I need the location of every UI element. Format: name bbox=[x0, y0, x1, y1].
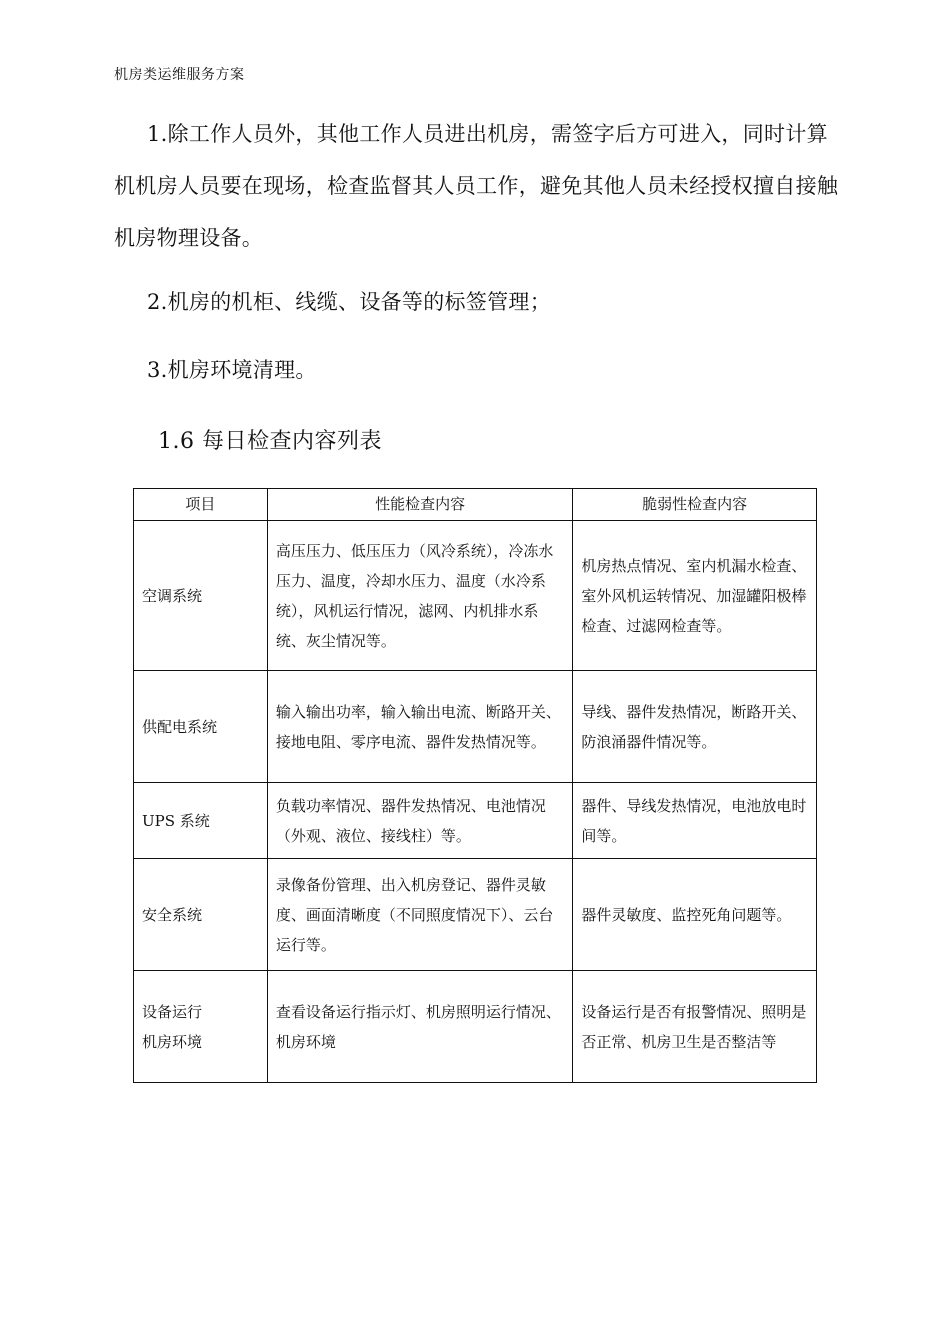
table-row bbox=[134, 783, 817, 859]
table-header-row bbox=[134, 489, 817, 521]
row-performance: 查看设备运行指示灯、机房照明运行情况、机房环境 bbox=[267, 971, 573, 1083]
table-row bbox=[134, 971, 817, 1083]
running-header: 机房类运维服务方案 bbox=[114, 67, 245, 83]
row-item: 供配电系统 bbox=[134, 671, 268, 783]
row-item: UPS 系统 bbox=[134, 783, 268, 859]
row-vulnerability: 导线、器件发热情况，断路开关、防浪涌器件情况等。 bbox=[573, 671, 817, 783]
row-vulnerability: 器件灵敏度、监控死角问题等。 bbox=[573, 859, 817, 971]
header-vulnerability: 脆弱性检查内容 bbox=[573, 489, 817, 521]
row-performance: 输入输出功率，输入输出电流、断路开关、接地电阻、零序电流、器件发热情况等。 bbox=[267, 671, 573, 783]
row-item: 安全系统 bbox=[134, 859, 268, 971]
row-vulnerability: 设备运行是否有报警情况、照明是否正常、机房卫生是否整洁等 bbox=[573, 971, 817, 1083]
table-row bbox=[134, 671, 817, 783]
row-item bbox=[134, 971, 268, 1083]
row-performance: 录像备份管理、出入机房登记、器件灵敏度、画面清晰度（不同照度情况下）、云台运行等。 bbox=[267, 859, 573, 971]
row-vulnerability: 器件、导线发热情况，电池放电时间等。 bbox=[573, 783, 817, 859]
header-item: 项目 bbox=[134, 489, 268, 521]
row-vulnerability: 机房热点情况、室内机漏水检查、室外风机运转情况、加湿罐阳极棒检查、过滤网检查等。 bbox=[573, 521, 817, 671]
paragraph-2: 2.机房的机柜、线缆、设备等的标签管理； bbox=[147, 290, 552, 314]
paragraph-1: 1.除工作人员外，其他工作人员进出机房，需签字后方可进入，同时计算机机房人员要在现场，检查监督其人员工作，避免其他人员未经授权擅自接触机房物理设备。 bbox=[114, 122, 839, 250]
table-row bbox=[134, 859, 817, 971]
row-item-line2: 机房环境 bbox=[142, 1032, 203, 1051]
row-performance: 高压压力、低压压力（风冷系统），冷冻水压力、温度，冷却水压力、温度（水冷系统），风机运行情况，滤网、内机排水系统、灰尘情况等。 bbox=[267, 521, 573, 671]
row-item: 空调系统 bbox=[134, 521, 268, 671]
table-row bbox=[134, 521, 817, 671]
row-performance: 负载功率情况、器件发热情况、电池情况（外观、液位、接线柱）等。 bbox=[267, 783, 573, 859]
row-item-line1: 设备运行 bbox=[142, 1002, 203, 1021]
header-performance: 性能检查内容 bbox=[267, 489, 573, 521]
daily-check-table bbox=[133, 488, 817, 1083]
section-title: 1.6 每日检查内容列表 bbox=[158, 429, 382, 454]
paragraph-3: 3.机房环境清理。 bbox=[147, 358, 317, 382]
